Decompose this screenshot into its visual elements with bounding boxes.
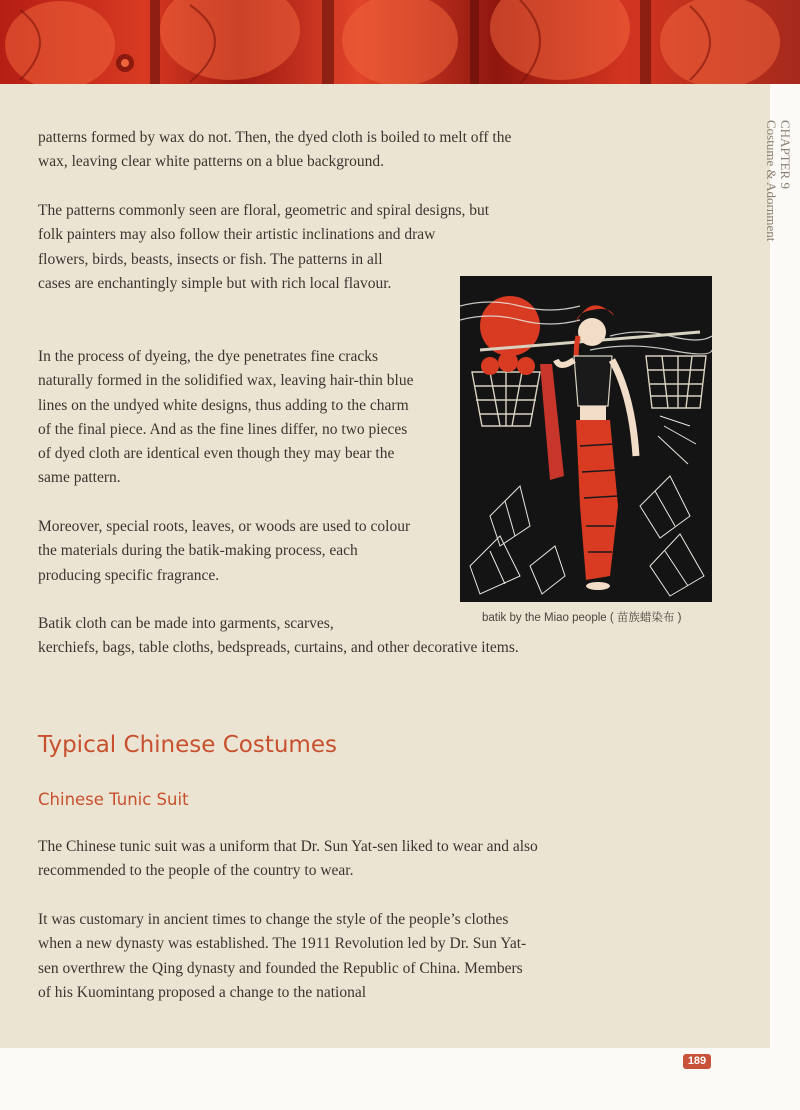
chapter-title: Costume & Adornment <box>764 120 779 242</box>
chapter-side-tab <box>752 120 792 270</box>
body-paragraph-2-continued: flowers, birds, beasts, insects or fish. The patterns in all cases are enchantingly simple but with rich local flavour. <box>38 251 392 293</box>
body-paragraph-2: The patterns commonly seen are floral, geometric and spiral designs, but folk painters may also follow their artistic inclinations and draw <box>38 202 490 244</box>
body-paragraph-5: Batik cloth can be made into garments, scarves, <box>38 615 334 632</box>
figure-caption: batik by the Miao people ( 苗族蜡染布 ) <box>482 612 682 624</box>
section-heading: Typical Chinese Costumes <box>38 732 337 758</box>
batik-figure <box>460 276 712 602</box>
page-number-badge: 189 <box>683 1054 711 1069</box>
lantern-decoration-image <box>0 0 800 84</box>
body-paragraph-5-continued: kerchiefs, bags, table cloths, bedspreads, curtains, and other decorative items. <box>38 639 519 656</box>
lantern-header-banner <box>0 0 800 84</box>
section-paragraph-2: It was customary in ancient times to change the style of the people’s clothes when a new dynasty was established. The 1911 Revolution led by Dr. Sun Yat-sen overthrew the Qing dynasty and founded the Republic of China. Members of his Kuomintang proposed a change to the national <box>38 911 527 1001</box>
body-paragraph-3: In the process of dyeing, the dye penetrates fine cracks naturally formed in the solidified wax, leaving hair-thin blue lines on the undyed white designs, thus adding to the charm of the final piece. And as the fine lines differ, no two pieces of dyed cloth are identical even though they may bear the same pattern. <box>38 348 414 487</box>
body-paragraph-4: Moreover, special roots, leaves, or woods are used to colour the materials during the batik-making process, each producing specific fragrance. <box>38 518 411 584</box>
batik-illustration <box>460 276 712 602</box>
section-subheading: Chinese Tunic Suit <box>38 790 189 809</box>
body-paragraph-1: patterns formed by wax do not. Then, the dyed cloth is boiled to melt off the wax, leaving clear white patterns on a blue background. <box>38 129 512 171</box>
chapter-number: CHAPTER 9 <box>778 120 793 189</box>
section-paragraph-1: The Chinese tunic suit was a uniform that Dr. Sun Yat-sen liked to wear and also recommended to the people of the country to wear. <box>38 838 538 880</box>
